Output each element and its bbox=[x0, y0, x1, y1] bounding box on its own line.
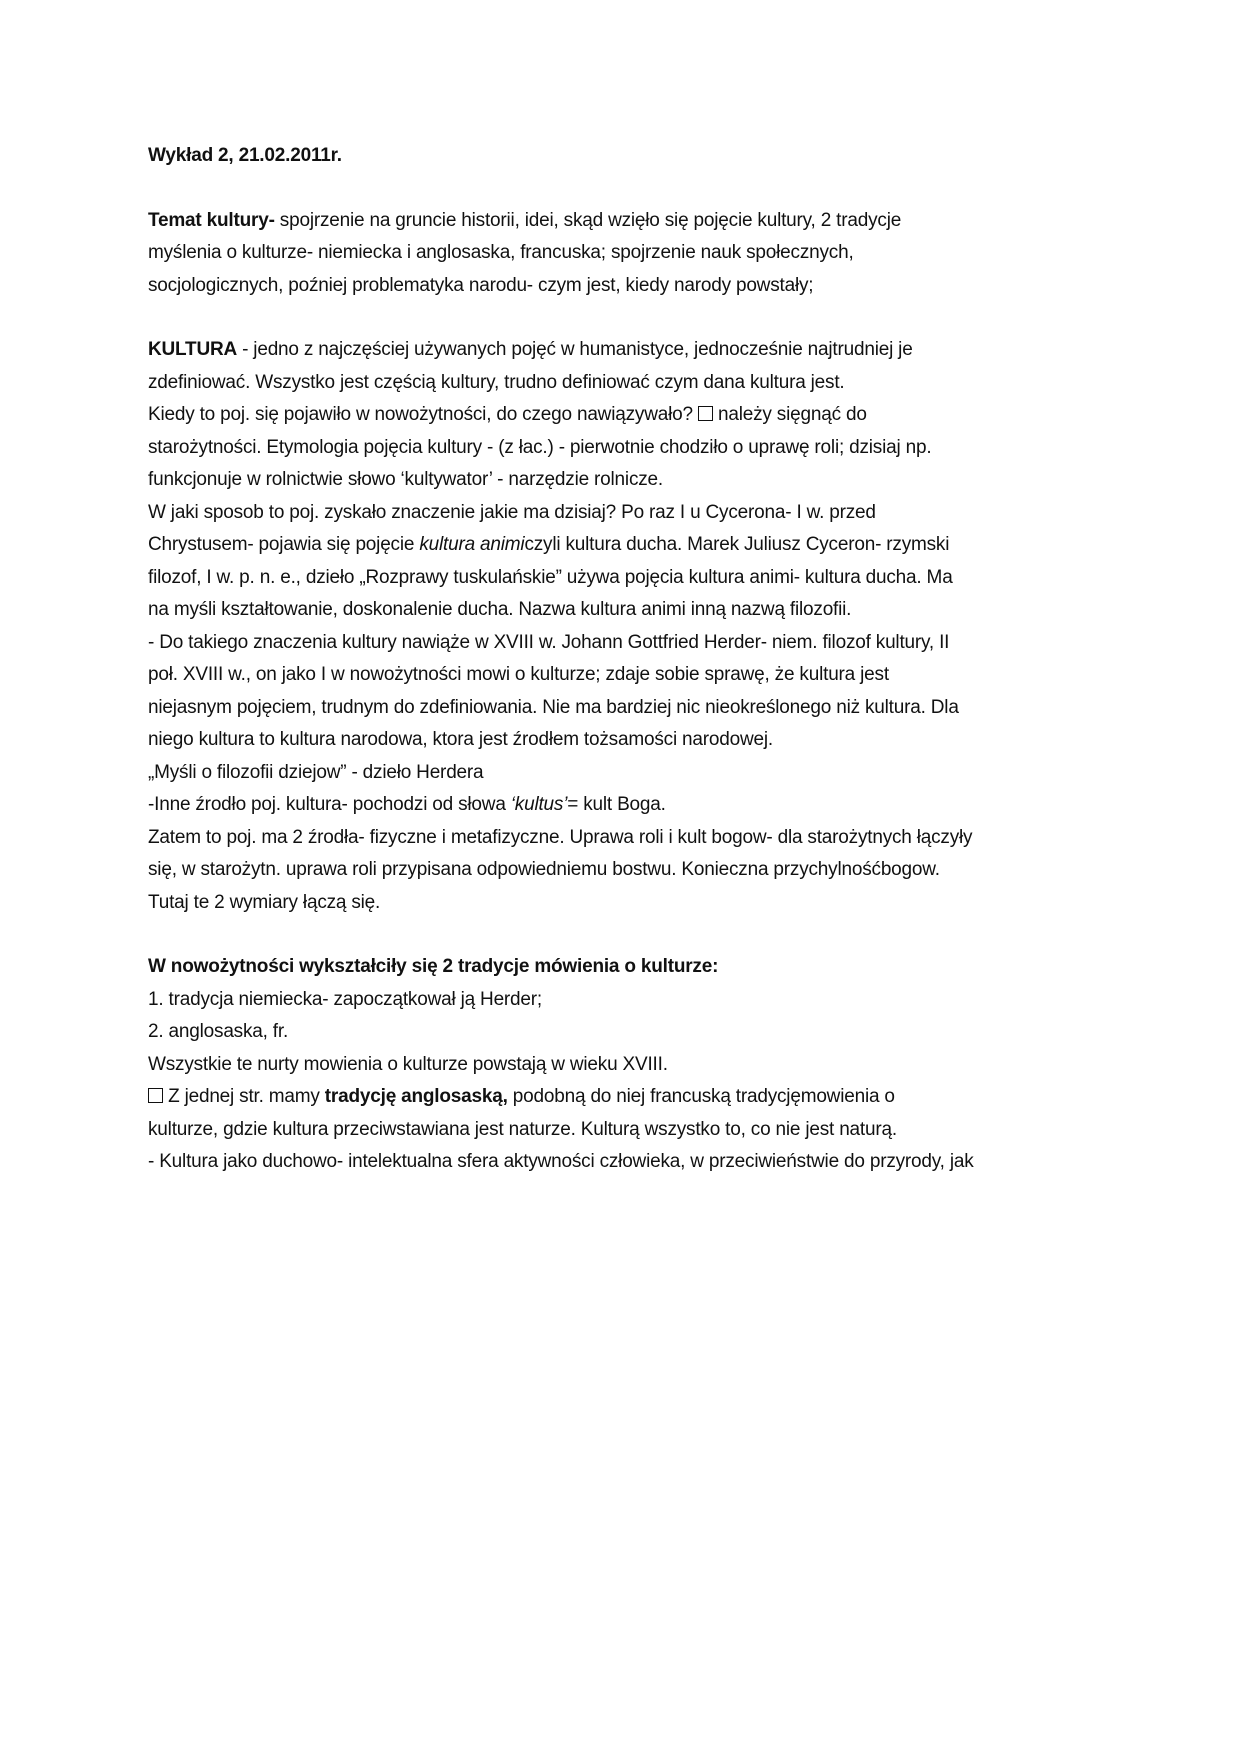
tradycja-anglosaska-bold: tradycję anglosaską, bbox=[324, 1086, 508, 1107]
kultura-line-2: zdefiniować. Wszystko jest częścią kultury, trudno definiować czym dana kultura jest. bbox=[148, 371, 845, 393]
kultus-italic: ‘kultus’ bbox=[510, 794, 568, 815]
kultura-line-8: filozof, I w. p. n. e., dzieło „Rozprawy tuskulańskie” używa pojęcia kultura animi- kultura ducha. Ma bbox=[148, 566, 953, 588]
kultura-line-18: Tutaj te 2 wymiary łączą się. bbox=[148, 891, 381, 913]
kultura-line-15: -Inne źrodło poj. kultura- pochodzi od słowa ‘kultus’= kult Boga. bbox=[148, 794, 666, 815]
kultura-line-1: KULTURA - jedno z najczęściej używanych pojęć w humanistyce, jednocześnie najtrudniej je bbox=[148, 339, 913, 360]
kultura-line-14: „Myśli o filozofii dziejow” - dzieło Herdera bbox=[148, 761, 484, 783]
kultura-line-16: Zatem to poj. ma 2 źrodła- fizyczne i metafizyczne. Uprawa roli i kult bogow- dla starożytnych łączyły bbox=[148, 826, 973, 848]
tradycje-line-1: 1. tradycja niemiecka- zapoczątkował ją Herder; bbox=[148, 988, 542, 1010]
kultura-line-9: na myśli kształtowanie, doskonalenie ducha. Nazwa kultura animi inną nazwą filozofii. bbox=[148, 599, 852, 620]
tradycje-line-5: kulturze, gdzie kultura przeciwstawiana jest naturze. Kulturą wszystko to, co nie jest naturą. bbox=[148, 1118, 897, 1140]
kultura-line-7: Chrystusem- pojawia się pojęcie kultura animiczyli kultura ducha. Marek Juliusz Cyceron- rzymski bbox=[148, 534, 950, 555]
tradycje-heading: W nowożytności wykształciły się 2 tradycje mówienia o kulturze: bbox=[148, 956, 719, 977]
tradycje-line-6: - Kultura jako duchowo- intelektualna sfera aktywności człowieka, w przeciwieństwie do przyrody, jak bbox=[148, 1151, 974, 1172]
checkbox-symbol-icon bbox=[698, 406, 713, 421]
temat-line-2: myślenia o kulturze- niemiecka i anglosaska, francuska; spojrzenie nauk społecznych, bbox=[148, 242, 854, 263]
checkbox-symbol-icon bbox=[148, 1088, 163, 1103]
temat-line-1: Temat kultury- spojrzenie na gruncie historii, idei, skąd wzięło się pojęcie kultury, 2 tradycje bbox=[148, 209, 902, 231]
kultura-line-12: niejasnym pojęciem, trudnym do zdefiniowania. Nie ma bardziej nic nieokreślonego niż kultura. Dla bbox=[148, 696, 959, 718]
paragraph-kultura bbox=[148, 334, 1098, 919]
kultura-line-6: W jaki sposob to poj. zyskało znaczenie jakie ma dzisiaj? Po raz I u Cycerona- I w. przed bbox=[148, 501, 876, 523]
kultura-line-13: niego kultura to kultura narodowa, ktora jest źrodłem tożsamości narodowej. bbox=[148, 729, 773, 750]
kultura-line-5: funkcjonuje w rolnictwie słowo ‘kultywator’ - narzędzie rolnicze. bbox=[148, 469, 663, 490]
paragraph-temat bbox=[148, 205, 1098, 303]
kultura-line-3: Kiedy to poj. się pojawiło w nowożytności, do czego nawiązywało? należy sięgnąć do bbox=[148, 404, 867, 425]
temat-label: Temat kultury- bbox=[148, 209, 275, 231]
kultura-line-4: starożytności. Etymologia pojęcia kultury - (z łac.) - pierwotnie chodziło o uprawę roli; dzisiaj np. bbox=[148, 436, 932, 458]
tradycje-line-3: Wszystkie te nurty mowienia o kulturze powstają w wieku XVIII. bbox=[148, 1053, 668, 1075]
temat-line-3: socjologicznych, poźniej problematyka narodu- czym jest, kiedy narody powstały; bbox=[148, 274, 814, 296]
lecture-title: Wykład 2, 21.02.2011r. bbox=[148, 145, 342, 166]
kultura-line-10: - Do takiego znaczenia kultury nawiąże w XVIII w. Johann Gottfried Herder- niem. filozof kultury, II bbox=[148, 631, 950, 653]
kultura-animi-italic: kultura animi bbox=[419, 534, 525, 555]
kultura-label: KULTURA bbox=[148, 339, 238, 360]
tradycje-line-2: 2. anglosaska, fr. bbox=[148, 1021, 289, 1042]
paragraph-tradycje bbox=[148, 951, 1098, 1179]
kultura-line-11: poł. XVIII w., on jako I w nowożytności mowi o kulturze; zdaje sobie sprawę, że kultura jest bbox=[148, 664, 889, 685]
document-page bbox=[148, 140, 1098, 1179]
tradycje-line-4: Z jednej str. mamy tradycję anglosaską, podobną do niej francuską tradycjęmowienia o bbox=[148, 1081, 1098, 1114]
kultura-line-17: się, w starożytn. uprawa roli przypisana odpowiedniemu bostwu. Konieczna przychylnośćbogow. bbox=[148, 859, 940, 880]
